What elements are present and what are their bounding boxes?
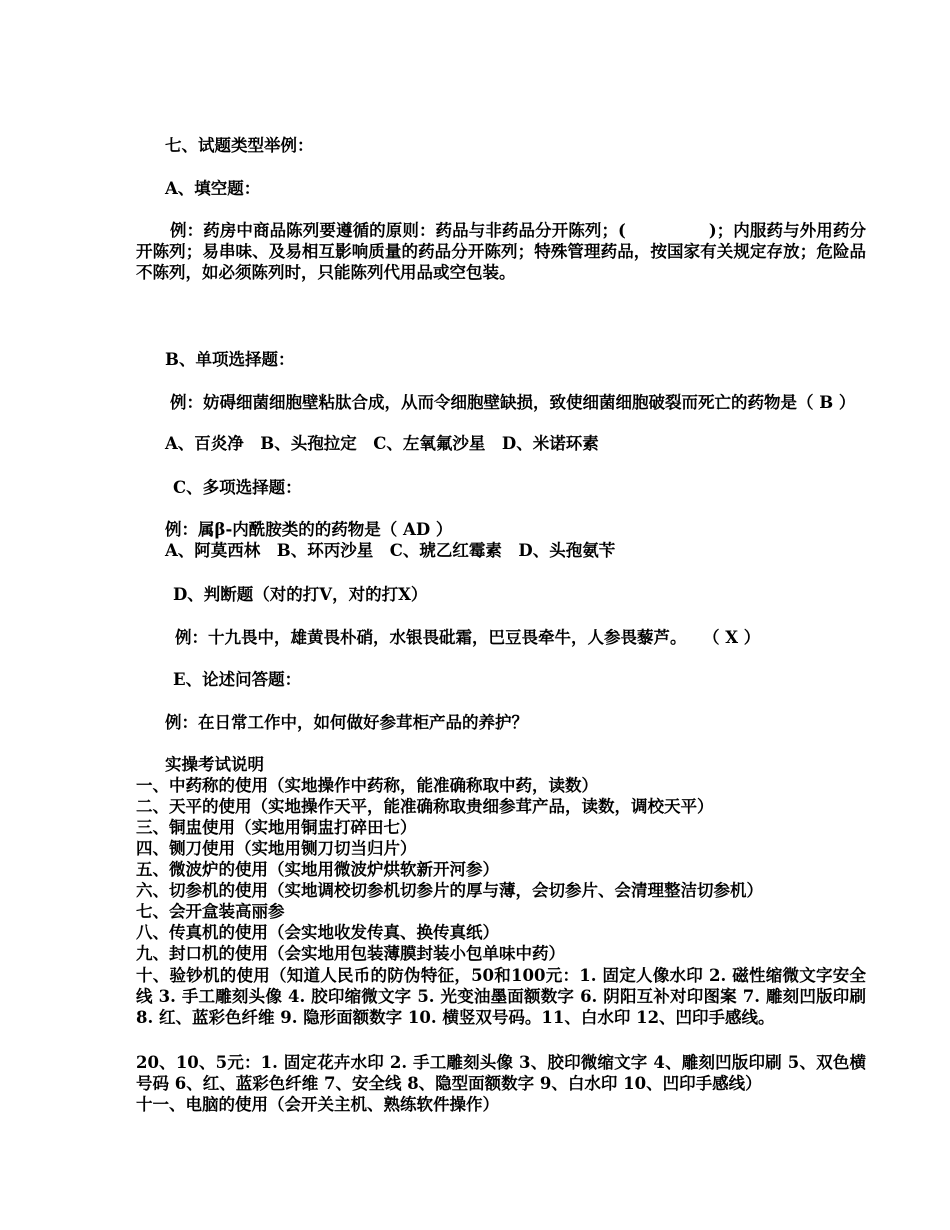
fill-blank-title: A、填空题： xyxy=(165,179,261,198)
practical-item: 八、传真机的使用（会实地收发传真、换传真纸） xyxy=(136,923,499,942)
practical-item: 九、封口机的使用（会实地用包装薄膜封装小包单味中药） xyxy=(136,944,565,963)
practical-item: 五、微波炉的使用（实地用微波炉烘软新开河参） xyxy=(136,860,499,879)
section-heading-7: 七、试题类型举例： xyxy=(165,136,314,155)
true-false-example: 例：十九畏中，雄黄畏朴硝，水银畏砒霜，巴豆畏牵牛，人参畏藜芦。 （ X ） xyxy=(175,628,761,647)
practical-item-11: 十一、电脑的使用（会开关主机、熟练软件操作） xyxy=(136,1095,499,1114)
multi-choice-example: 例：属β-内酰胺类的的药物是（ AD ） xyxy=(165,520,453,539)
practical-item-10-small-notes: 20、10、5元：1. 固定花卉水印 2. 手工雕刻头像 3、胶印微缩文字 4、雕刻凹版印刷 5、双色横号码 6、红、蓝彩色纤维 7、安全线 8、隐型面额数字 9、白水印 10、凹印手感线） xyxy=(136,1053,866,1093)
practical-item: 二、天平的使用（实地操作天平，能准确称取贵细参茸产品，读数，调校天平） xyxy=(136,797,714,816)
essay-title: E、论述问答题： xyxy=(173,670,302,689)
single-choice-example: 例：妨碍细菌细胞壁粘肽合成，从而令细胞壁缺损，致使细菌细胞破裂而死亡的药物是（ B ） xyxy=(170,393,856,412)
practical-item: 一、中药称的使用（实地操作中药称，能准确称取中药，读数） xyxy=(136,776,598,795)
single-choice-options: A、百炎净 B、头孢拉定 C、左氧氟沙星 D、米诺环素 xyxy=(165,434,599,453)
single-choice-title: B、单项选择题： xyxy=(165,350,295,369)
practical-item-10: 十、验钞机的使用（知道人民币的防伪特征，50和100元：1. 固定人像水印 2. 磁性缩微文字安全线 3. 手工雕刻头像 4. 胶印缩微文字 5. 光变油墨面额数字 6. 阴阳互补对印图案 7. 雕刻凹版印刷 8. 红、蓝彩色纤维 9. 隐形面额数字 10. 横竖双号码。11、白水印 12、凹印手感线。 xyxy=(136,966,866,1027)
practical-item: 六、切参机的使用（实地调校切参机切参片的厚与薄，会切参片、会清理整洁切参机） xyxy=(136,881,763,900)
practical-title: 实操考试说明 xyxy=(165,755,264,774)
practical-item: 七、会开盒装高丽参 xyxy=(136,902,285,921)
essay-example: 例：在日常工作中，如何做好参茸柜产品的养护？ xyxy=(165,713,528,732)
multi-choice-options: A、阿莫西林 B、环丙沙星 C、琥乙红霉素 D、头孢氨苄 xyxy=(165,541,616,560)
practical-item: 四、铡刀使用（实地用铡刀切当归片） xyxy=(136,839,417,858)
multi-choice-title: C、多项选择题： xyxy=(173,478,302,497)
true-false-title: D、判断题（对的打V，对的打X） xyxy=(173,585,428,604)
fill-blank-example: 例：药房中商品陈列要遵循的原则：药品与非药品分开陈列；( )；内服药与外用药分开陈列；易串味、及易相互影响质量的药品分开陈列；特殊管理药品，按国家有关规定存放；危险品不陈列，如必须陈列时，只能陈列代用品或空包装。 xyxy=(136,221,866,282)
practical-item: 三、铜盅使用（实地用铜盅打碎田七） xyxy=(136,818,417,837)
